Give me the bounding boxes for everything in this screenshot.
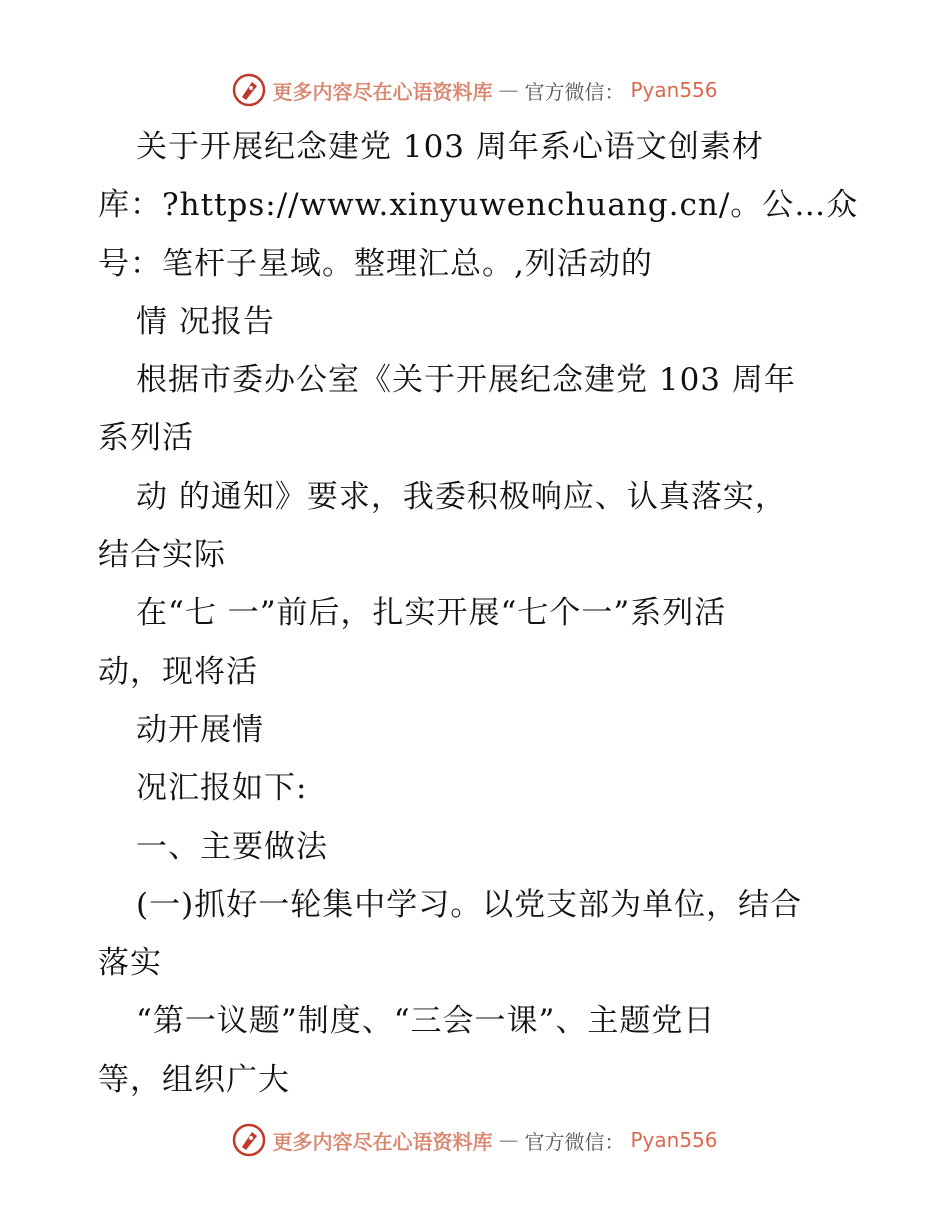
watermark-dash: — [498, 1128, 519, 1152]
text-line: 情 况报告 [136, 303, 275, 340]
pen-nib-icon [232, 73, 266, 107]
text-line: 落实 [98, 945, 162, 982]
text-line: (一)抓好一轮集中学习。以党支部为单位，结合 [136, 886, 803, 923]
text-line: 根据市委办公室《关于开展纪念建党 103 周年 [136, 362, 796, 399]
watermark-header [0, 70, 950, 110]
text-line: 号：笔杆子星域。整理汇总。,列活动的 [98, 245, 653, 282]
text-line: 等，组织广大 [98, 1061, 290, 1098]
watermark-footer [0, 1120, 950, 1160]
text-line: 在“七 一”前后，扎实开展“七个一”系列活 [136, 595, 727, 632]
text-line: 动开展情 [136, 711, 264, 748]
watermark-wechat-id: Pyan556 [630, 78, 718, 102]
watermark-wechat-id: Pyan556 [630, 1128, 718, 1152]
text-line: 结合实际 [98, 537, 226, 574]
section-heading: 一、主要做法 [136, 828, 328, 865]
text-line: 系列活 [98, 420, 194, 457]
text-line: 况汇报如下: [136, 770, 308, 807]
text-line: 库：?https://www.xinyuwenchuang.cn/。公…众 [98, 187, 859, 224]
text-line: 关于开展纪念建党 103 周年系心语文创素材 [136, 129, 764, 165]
document-body [98, 118, 858, 1109]
watermark-wechat-label: 官方微信： [524, 1129, 625, 1154]
watermark-site-text: 更多内容尽在心语资料库 [272, 1129, 493, 1154]
watermark-dash: — [498, 78, 519, 102]
pen-nib-icon [232, 1123, 266, 1157]
watermark-site-text: 更多内容尽在心语资料库 [272, 79, 493, 104]
watermark-wechat-label: 官方微信： [524, 79, 625, 104]
text-line: 动 的通知》要求，我委积极响应、认真落实， [136, 478, 787, 515]
text-line: 动，现将活 [98, 653, 258, 690]
text-line: “第一议题”制度、“三会一课”、主题党日 [136, 1003, 716, 1040]
